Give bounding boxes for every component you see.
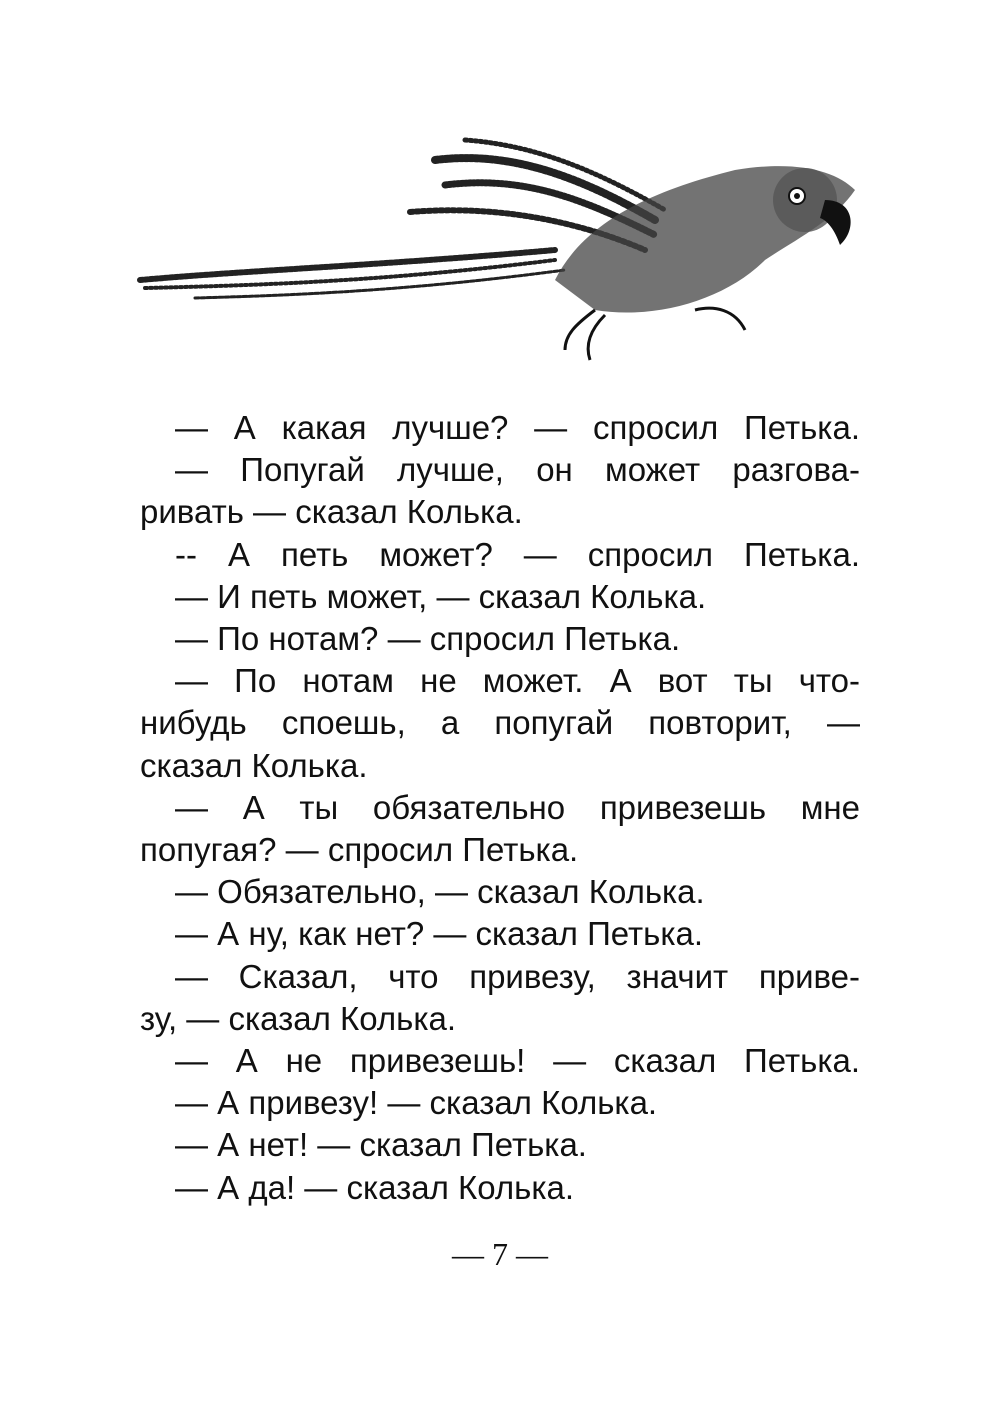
text-line: — И петь может, — сказал Колька. <box>175 577 707 615</box>
text-line: — Обязательно, — сказал Колька. <box>175 873 705 911</box>
page-number: — 7 — <box>452 1236 548 1272</box>
text-line: -- А петь может? — спросил Петька. <box>175 535 860 573</box>
parrot-illustration <box>135 130 865 370</box>
text-line: — А да! — сказал Колька. <box>175 1168 574 1206</box>
text-line: попугая? — спросил Петька. <box>140 831 579 868</box>
text-line: — По нотам не может. А вот ты что- <box>175 662 860 700</box>
text-line: зу, — сказал Колька. <box>140 999 456 1037</box>
text-line: ривать — сказал Колька. <box>140 493 523 531</box>
text-line: — Попугай лучше, он может разгова- <box>175 451 860 489</box>
text-line: — А не привезешь! — сказал Петька. <box>175 1042 860 1079</box>
text-line: нибудь споешь, а попугай повторит, — <box>140 704 860 742</box>
text-line: сказал Колька. <box>140 746 368 784</box>
text-line: — По нотам? — спросил Петька. <box>175 620 681 657</box>
text-line: — А привезу! — сказал Колька. <box>175 1084 658 1122</box>
text-line: — А какая лучше? — спросил Петька. <box>175 409 860 446</box>
text-line: — А нет! — сказал Петька. <box>175 1126 587 1164</box>
text-line: — А ну, как нет? — сказал Петька. <box>175 915 704 953</box>
text-line: — А ты обязательно привезешь мне <box>175 788 860 826</box>
text-line: — Сказал, что привезу, значит приве- <box>175 957 860 995</box>
